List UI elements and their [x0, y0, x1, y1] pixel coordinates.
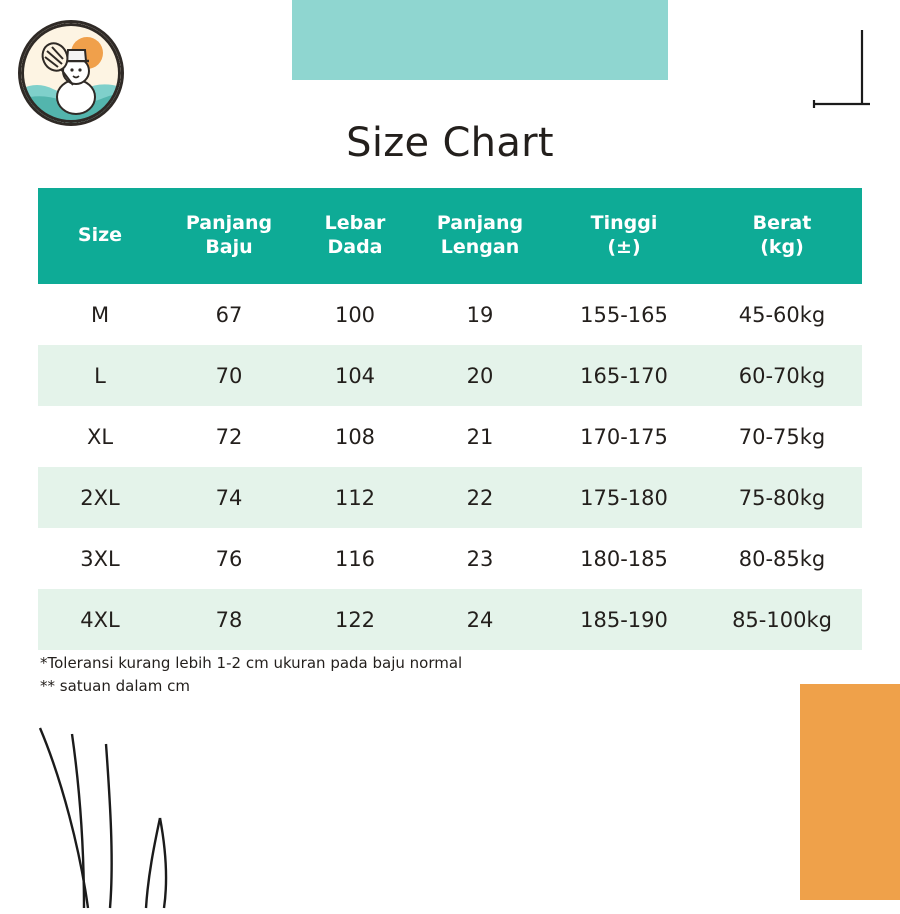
cell-lebar-dada: 122	[296, 589, 414, 650]
header-line: Panjang	[436, 212, 524, 235]
cell-lebar-dada: 104	[296, 345, 414, 406]
cell-size: M	[38, 284, 162, 345]
cell-panjang-lengan: 21	[414, 406, 546, 467]
header-line: Lengan	[440, 236, 520, 258]
table-row	[38, 589, 862, 650]
header-line: Panjang	[185, 212, 273, 235]
cell-berat: 45-60kg	[702, 284, 862, 345]
cell-tinggi: 155-165	[546, 284, 702, 345]
cell-panjang-baju: 72	[162, 406, 296, 467]
cell-size: 2XL	[38, 467, 162, 528]
column-header-size	[38, 188, 162, 284]
header-line: Lebar	[324, 212, 386, 235]
cell-panjang-baju: 74	[162, 467, 296, 528]
cell-berat: 70-75kg	[702, 406, 862, 467]
cell-lebar-dada: 100	[296, 284, 414, 345]
cell-panjang-baju: 67	[162, 284, 296, 345]
cell-berat: 75-80kg	[702, 467, 862, 528]
footnotes	[40, 652, 640, 697]
footnote-unit: ** satuan dalam cm	[40, 676, 190, 695]
column-header-lebar-dada	[296, 188, 414, 284]
table-header-row	[38, 188, 862, 284]
header-line: Dada	[327, 236, 383, 258]
header-line: Berat	[752, 212, 812, 235]
header-line: Size	[77, 224, 123, 247]
cell-size: 3XL	[38, 528, 162, 589]
size-chart-table-wrap	[38, 188, 862, 650]
cell-lebar-dada: 108	[296, 406, 414, 467]
cell-size: XL	[38, 406, 162, 467]
decorative-grass-lines	[10, 720, 230, 910]
header-line: (kg)	[760, 236, 804, 258]
cell-berat: 60-70kg	[702, 345, 862, 406]
page-title: Size Chart	[346, 120, 554, 166]
cell-panjang-lengan: 20	[414, 345, 546, 406]
cell-panjang-baju: 78	[162, 589, 296, 650]
cell-panjang-lengan: 23	[414, 528, 546, 589]
table-body	[38, 284, 862, 650]
cell-panjang-lengan: 19	[414, 284, 546, 345]
cell-size: 4XL	[38, 589, 162, 650]
cell-berat: 85-100kg	[702, 589, 862, 650]
cell-lebar-dada: 112	[296, 467, 414, 528]
column-header-berat	[702, 188, 862, 284]
cell-size: L	[38, 345, 162, 406]
column-header-tinggi	[546, 188, 702, 284]
table-row	[38, 345, 862, 406]
cell-panjang-lengan: 22	[414, 467, 546, 528]
cell-panjang-lengan: 24	[414, 589, 546, 650]
cell-tinggi: 175-180	[546, 467, 702, 528]
header-line: (±)	[607, 236, 641, 258]
cell-berat: 80-85kg	[702, 528, 862, 589]
table-row	[38, 467, 862, 528]
cell-panjang-baju: 70	[162, 345, 296, 406]
header-line: Baju	[205, 236, 253, 258]
cell-tinggi: 185-190	[546, 589, 702, 650]
footnote-tolerance: *Toleransi kurang lebih 1-2 cm ukuran pada baju normal	[40, 654, 463, 672]
column-header-panjang-baju	[162, 188, 296, 284]
column-header-panjang-lengan	[414, 188, 546, 284]
decorative-teal-bar	[292, 0, 668, 80]
cell-tinggi: 180-185	[546, 528, 702, 589]
snowman-tennis-logo	[18, 20, 124, 126]
table-row	[38, 528, 862, 589]
cell-panjang-baju: 76	[162, 528, 296, 589]
table-head	[38, 188, 862, 284]
cell-lebar-dada: 116	[296, 528, 414, 589]
size-chart-table	[38, 188, 862, 650]
cell-tinggi: 165-170	[546, 345, 702, 406]
decorative-corner-lines	[804, 30, 874, 110]
header-line: Tinggi	[590, 212, 658, 235]
table-row	[38, 406, 862, 467]
table-row	[38, 284, 862, 345]
decorative-orange-block	[800, 684, 900, 900]
cell-tinggi: 170-175	[546, 406, 702, 467]
